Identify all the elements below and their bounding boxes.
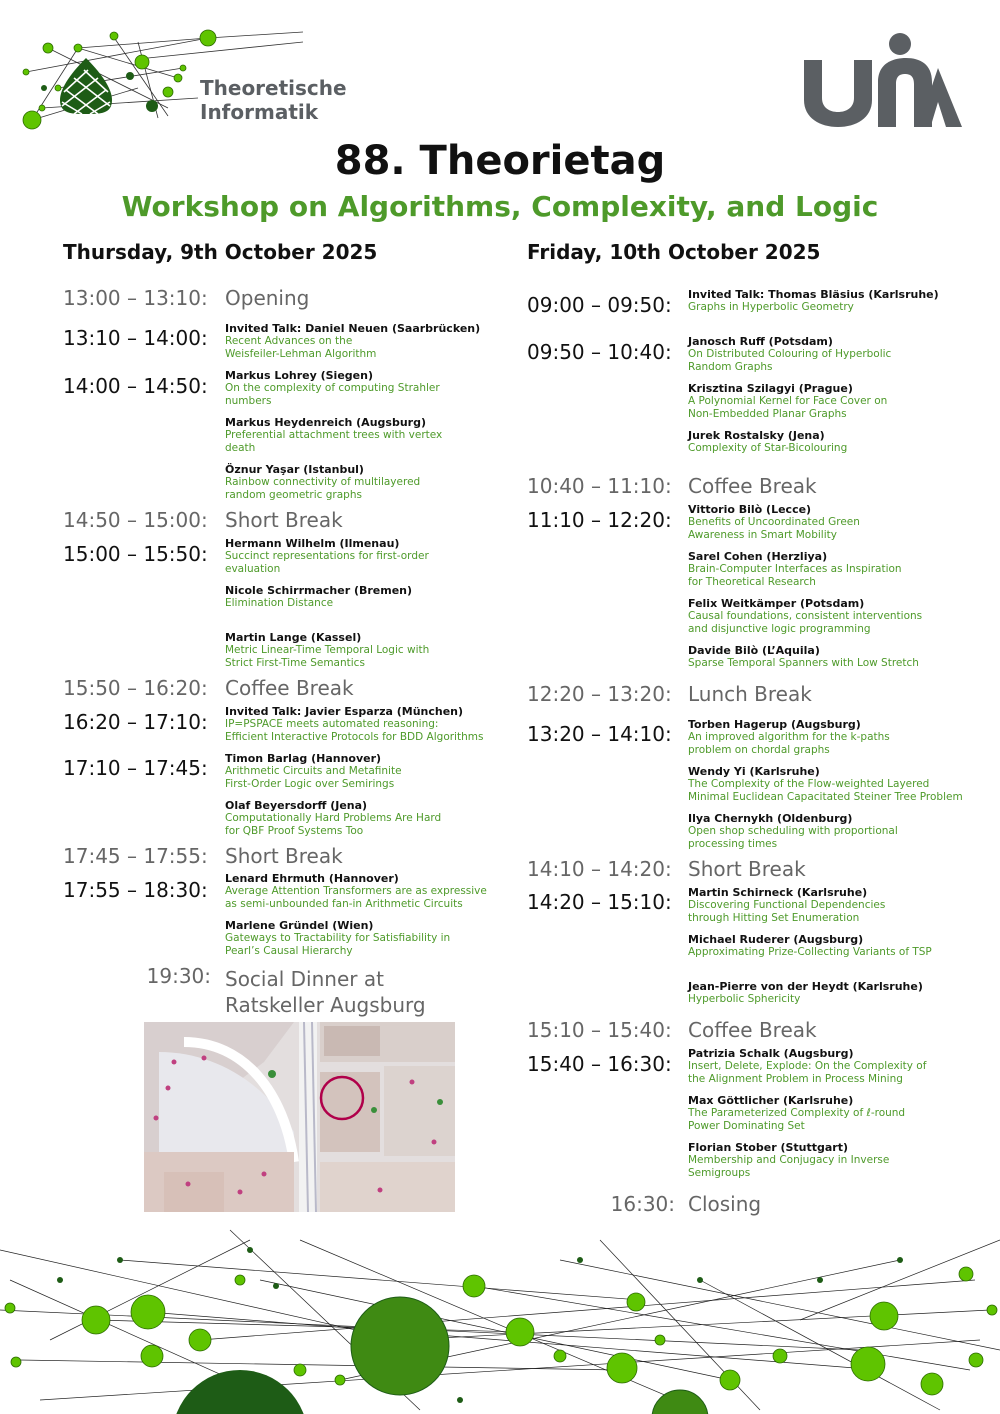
friday-heading: Friday, 10th October 2025 bbox=[527, 240, 821, 264]
talk-title: evaluation bbox=[225, 563, 281, 575]
talk-item bbox=[688, 503, 978, 542]
talk-title: Insert, Delete, Explode: On the Complexity of bbox=[688, 1060, 927, 1072]
talk-item bbox=[688, 1141, 978, 1180]
talk-title: Recent Advances on the bbox=[225, 335, 353, 347]
talk-title: Sparse Temporal Spanners with Low Stretch bbox=[688, 657, 919, 669]
logo-line2: Informatik bbox=[200, 100, 319, 124]
talk-item bbox=[225, 872, 495, 911]
talk-title: Causal foundations, consistent interventions bbox=[688, 610, 923, 622]
talk-title: Membership and Conjugacy in Inverse bbox=[688, 1154, 890, 1166]
talk-item bbox=[688, 933, 978, 959]
talk-speaker: Invited Talk: Javier Esparza (München) bbox=[225, 705, 464, 718]
talk-title: through Hitting Set Enumeration bbox=[688, 912, 860, 924]
fri-session-5-time: 14:20 – 15:10: bbox=[527, 890, 672, 914]
talk-speaker: Jean-Pierre von der Heydt (Karlsruhe) bbox=[688, 980, 923, 993]
talk-title: Pearl’s Causal Hierarchy bbox=[225, 945, 353, 957]
break-label: Coffee Break bbox=[225, 676, 354, 700]
talk-title: On Distributed Colouring of Hyperbolic bbox=[688, 348, 892, 360]
talk-speaker: Janosch Ruff (Potsdam) bbox=[688, 335, 833, 348]
talk-item bbox=[688, 382, 978, 421]
talk-item bbox=[225, 416, 515, 455]
talk-title: Arithmetic Circuits and Metafinite bbox=[225, 765, 402, 777]
talk-speaker: Marlene Gründel (Wien) bbox=[225, 919, 374, 932]
opening-label: Opening bbox=[225, 286, 310, 310]
page-subtitle: Workshop on Algorithms, Complexity, and Logic bbox=[121, 190, 879, 223]
talk-speaker: Max Göttlicher (Karlsruhe) bbox=[688, 1094, 854, 1107]
talk-title: Approximating Prize-Collecting Variants of TSP bbox=[688, 946, 932, 958]
break-time: 15:10 – 15:40: bbox=[527, 1018, 672, 1042]
talk-title: Benefits of Uncoordinated Green bbox=[688, 516, 860, 528]
talk-title: Elimination Distance bbox=[225, 597, 334, 609]
talk-speaker: Lenard Ehrmuth (Hannover) bbox=[225, 872, 399, 885]
talk-item bbox=[225, 322, 515, 361]
break-label: Lunch Break bbox=[688, 682, 812, 706]
talk-speaker: Martin Lange (Kassel) bbox=[225, 631, 362, 644]
talk-speaker: Hermann Wilhelm (Ilmenau) bbox=[225, 537, 400, 550]
talk-speaker: Invited Talk: Thomas Bläsius (Karlsruhe) bbox=[688, 288, 939, 301]
talk-item bbox=[688, 550, 978, 589]
talk-item bbox=[688, 597, 978, 636]
talk-title: random geometric graphs bbox=[225, 489, 362, 501]
talk-item bbox=[688, 1047, 978, 1086]
talk-title: Gateways to Tractability for Satisfiability in bbox=[225, 932, 451, 944]
talk-title: as semi-unbounded fan-in Arithmetic Circuits bbox=[225, 898, 463, 910]
venue-map bbox=[144, 1022, 455, 1212]
closing-time: 16:30: bbox=[610, 1192, 675, 1216]
break-time: 14:50 – 15:00: bbox=[63, 508, 208, 532]
talk-speaker: Markus Lohrey (Siegen) bbox=[225, 369, 373, 382]
talk-title: for Theoretical Research bbox=[688, 576, 816, 588]
talk-item bbox=[688, 288, 978, 314]
talk-title: Efficient Interactive Protocols for BDD Algorithms bbox=[225, 731, 484, 743]
break-label: Coffee Break bbox=[688, 1018, 817, 1042]
talk-item bbox=[225, 799, 515, 838]
talk-item bbox=[688, 335, 978, 374]
talk-item bbox=[225, 584, 515, 610]
talk-item bbox=[225, 752, 515, 791]
talk-speaker: Sarel Cohen (Herzliya) bbox=[688, 550, 828, 563]
talk-speaker: Ilya Chernykh (Oldenburg) bbox=[688, 812, 853, 825]
talk-speaker: Markus Heydenreich (Augsburg) bbox=[225, 416, 426, 429]
talk-title: Preferential attachment trees with vertex bbox=[225, 429, 443, 441]
talk-title: numbers bbox=[225, 395, 272, 407]
fri-session-1-time: 09:00 – 09:50: bbox=[527, 293, 672, 317]
thu-session-3-time: 15:00 – 15:50: bbox=[63, 542, 208, 566]
talk-title: Open shop scheduling with proportional bbox=[688, 825, 898, 837]
break-time: 15:50 – 16:20: bbox=[63, 676, 208, 700]
break-label: Short Break bbox=[688, 857, 806, 881]
talk-title: and disjunctive logic programming bbox=[688, 623, 871, 635]
talk-item bbox=[688, 429, 978, 455]
talk-item bbox=[688, 1094, 978, 1133]
talk-title: Awareness in Smart Mobility bbox=[688, 529, 837, 541]
fri-session-2-time: 09:50 – 10:40: bbox=[527, 340, 672, 364]
talk-speaker: Davide Bilò (L’Aquila) bbox=[688, 644, 820, 657]
talk-title: problem on chordal graphs bbox=[688, 744, 830, 756]
talk-speaker: Vittorio Bilò (Lecce) bbox=[688, 503, 812, 516]
talk-speaker: Jurek Rostalsky (Jena) bbox=[688, 429, 825, 442]
talk-item bbox=[688, 812, 978, 851]
dinner-label bbox=[225, 966, 426, 1018]
talk-title: Succinct representations for first-order bbox=[225, 550, 429, 562]
talk-title: Rainbow connectivity of multilayered bbox=[225, 476, 421, 488]
talk-title: The Complexity of the Flow-weighted Layered bbox=[688, 778, 930, 790]
talk-speaker: Martin Schirneck (Karlsruhe) bbox=[688, 886, 868, 899]
talk-speaker: Patrizia Schalk (Augsburg) bbox=[688, 1047, 854, 1060]
fri-session-4-time: 13:20 – 14:10: bbox=[527, 722, 672, 746]
talk-title: Average Attention Transformers are as expressive bbox=[225, 885, 487, 897]
thursday-heading: Thursday, 9th October 2025 bbox=[63, 240, 378, 264]
break-time: 17:45 – 17:55: bbox=[63, 844, 208, 868]
talk-item bbox=[688, 886, 978, 925]
talk-speaker: Timon Barlag (Hannover) bbox=[225, 752, 382, 765]
thu-session-2-time: 14:00 – 14:50: bbox=[63, 374, 208, 398]
thu-session-4-time: 16:20 – 17:10: bbox=[63, 710, 208, 734]
talk-item bbox=[225, 369, 515, 408]
talk-title: Power Dominating Set bbox=[688, 1120, 805, 1132]
talk-item bbox=[225, 919, 515, 958]
talk-title: Discovering Functional Dependencies bbox=[688, 899, 886, 911]
talk-speaker: Michael Ruderer (Augsburg) bbox=[688, 933, 864, 946]
talk-title: The Parameterized Complexity of ℓ-round bbox=[688, 1107, 906, 1119]
talk-title: Metric Linear-Time Temporal Logic with bbox=[225, 644, 430, 656]
thu-session-6-time: 17:55 – 18:30: bbox=[63, 878, 208, 902]
break-label: Coffee Break bbox=[688, 474, 817, 498]
dinner-label-line2: Ratskeller Augsburg bbox=[225, 993, 426, 1017]
break-time: 12:20 – 13:20: bbox=[527, 682, 672, 706]
talk-item bbox=[225, 537, 515, 576]
talk-title: Semigroups bbox=[688, 1167, 751, 1179]
talk-title: Computationally Hard Problems Are Hard bbox=[225, 812, 442, 824]
fri-session-3-time: 11:10 – 12:20: bbox=[527, 508, 672, 532]
talk-title: Complexity of Star-Bicolouring bbox=[688, 442, 848, 454]
talk-title: A Polynomial Kernel for Face Cover on bbox=[688, 395, 888, 407]
talk-speaker: Olaf Beyersdorff (Jena) bbox=[225, 799, 368, 812]
talk-speaker: Krisztina Szilagyi (Prague) bbox=[688, 382, 853, 395]
talk-speaker: Invited Talk: Daniel Neuen (Saarbrücken) bbox=[225, 322, 481, 335]
talk-title: for QBF Proof Systems Too bbox=[225, 825, 364, 837]
break-time: 14:10 – 14:20: bbox=[527, 857, 672, 881]
talk-title: Weisfeiler-Lehman Algorithm bbox=[225, 348, 377, 360]
talk-title: First-Order Logic over Semirings bbox=[225, 778, 395, 790]
talk-speaker: Florian Stober (Stuttgart) bbox=[688, 1141, 849, 1154]
decorative-network-graph bbox=[0, 1220, 1000, 1414]
talk-title: Random Graphs bbox=[688, 361, 773, 373]
talk-title: death bbox=[225, 442, 256, 454]
talk-item bbox=[688, 765, 988, 804]
opening-time: 13:00 – 13:10: bbox=[63, 286, 208, 310]
talk-title: Hyperbolic Sphericity bbox=[688, 993, 801, 1005]
talk-item bbox=[225, 463, 515, 502]
dinner-time: 19:30: bbox=[146, 964, 211, 988]
fri-session-6-time: 15:40 – 16:30: bbox=[527, 1052, 672, 1076]
talk-title: Non-Embedded Planar Graphs bbox=[688, 408, 847, 420]
talk-speaker: Nicole Schirrmacher (Bremen) bbox=[225, 584, 413, 597]
talk-item bbox=[688, 980, 978, 1006]
talk-speaker: Torben Hagerup (Augsburg) bbox=[688, 718, 861, 731]
talk-title: the Alignment Problem in Process Mining bbox=[688, 1073, 903, 1085]
talk-title: On the complexity of computing Strahler bbox=[225, 382, 440, 394]
talk-speaker: Öznur Yaşar (Istanbul) bbox=[225, 463, 364, 476]
dinner-label-line1: Social Dinner at bbox=[225, 967, 384, 991]
logo-line1: Theoretische bbox=[200, 76, 347, 100]
talk-title: IP=PSPACE meets automated reasoning: bbox=[225, 718, 439, 730]
talk-speaker: Felix Weitkämper (Potsdam) bbox=[688, 597, 865, 610]
talk-title: An improved algorithm for the k-paths bbox=[688, 731, 890, 743]
thu-session-1-time: 13:10 – 14:00: bbox=[63, 326, 208, 350]
talk-item bbox=[688, 644, 978, 670]
talk-item bbox=[225, 705, 495, 744]
talk-item bbox=[225, 631, 515, 670]
talk-title: Minimal Euclidean Capacitated Steiner Tree Problem bbox=[688, 791, 963, 803]
logo-text bbox=[200, 76, 347, 124]
talk-title: processing times bbox=[688, 838, 778, 850]
talk-title: Strict First-Time Semantics bbox=[225, 657, 365, 669]
break-label: Short Break bbox=[225, 844, 343, 868]
thu-session-5-time: 17:10 – 17:45: bbox=[63, 756, 208, 780]
talk-title: Brain-Computer Interfaces as Inspiration bbox=[688, 563, 902, 575]
page-title: 88. Theorietag bbox=[334, 138, 666, 184]
uni-augsburg-logo bbox=[800, 32, 962, 128]
break-label: Short Break bbox=[225, 508, 343, 532]
break-time: 10:40 – 11:10: bbox=[527, 474, 672, 498]
talk-item bbox=[688, 718, 978, 757]
talk-speaker: Wendy Yi (Karlsruhe) bbox=[688, 765, 820, 778]
talk-title: Graphs in Hyperbolic Geometry bbox=[688, 301, 854, 313]
closing-label: Closing bbox=[688, 1192, 762, 1216]
